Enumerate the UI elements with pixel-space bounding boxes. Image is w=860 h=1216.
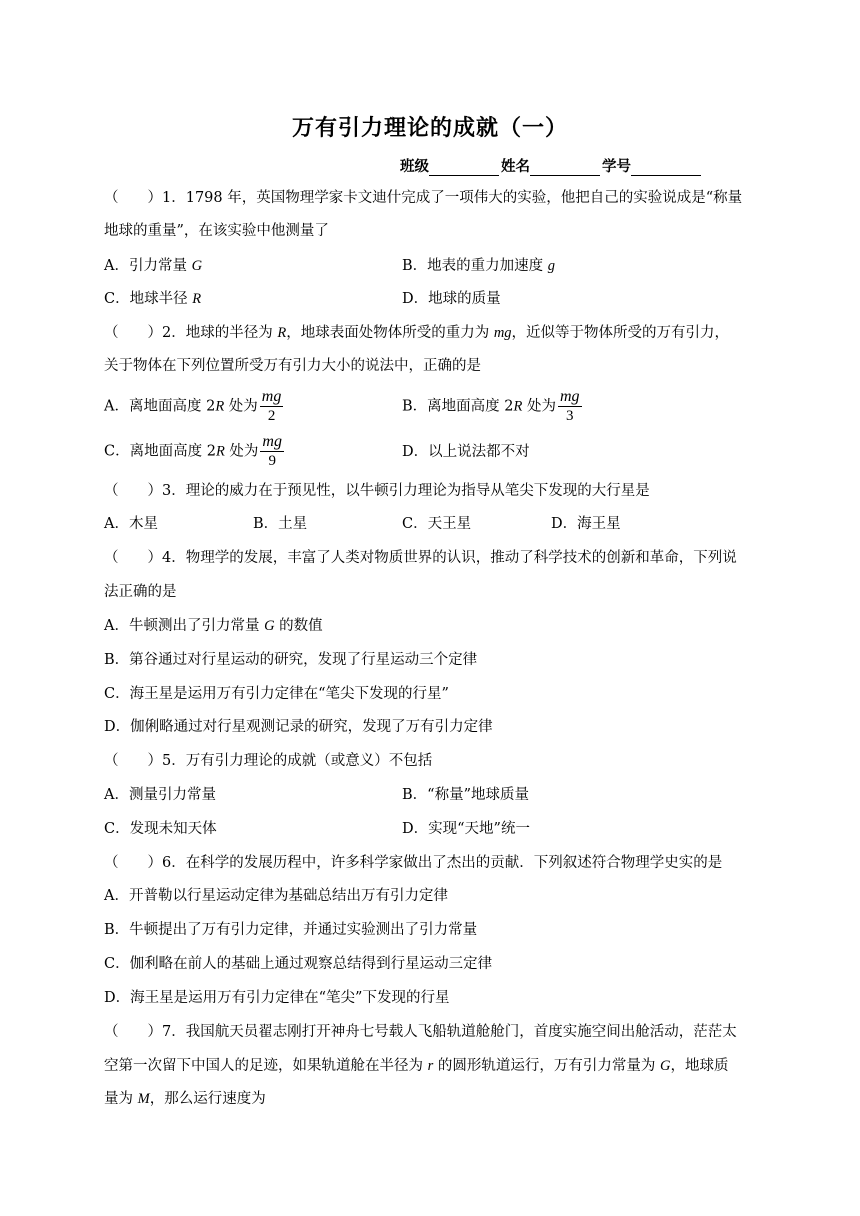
q5-stem-line1: （ ）5．万有引力理论的成就（或意义）不包括 xyxy=(104,753,433,769)
q7-stem-line3: 量为 M，那么运行速度为 xyxy=(104,1091,266,1107)
q4-option-b: B．第谷通过对行星运动的研究，发现了行星运动三个定律 xyxy=(104,652,478,668)
class-blank xyxy=(429,160,499,176)
q1-option-a: A．引力常量 G xyxy=(104,258,203,274)
q6-option-a: A．开普勒以行星运动定律为基础总结出万有引力定律 xyxy=(104,888,448,904)
q2-option-a: A．离地面高度 2R 处为 $\frac{mg}{2}$ xyxy=(104,388,282,424)
q5-option-c: C．发现未知天体 xyxy=(104,821,217,837)
q5-option-d: D．实现“天地”统一 xyxy=(402,821,530,837)
name-blank xyxy=(530,160,600,176)
q5-option-b: B．“称量”地球质量 xyxy=(402,787,529,803)
q6-stem-line1: （ ）6．在科学的发展历程中，许多科学家做出了杰出的贡献．下列叙述符合物理学史实的是 xyxy=(104,855,723,871)
q3-option-c: C．天王星 xyxy=(402,516,472,532)
q7-stem-line2: 空第一次留下中国人的足迹，如果轨道舱在半径为 r 的圆形轨道运行，万有引力常量为 G，地球质 xyxy=(104,1058,729,1074)
name-label: 姓名 xyxy=(501,158,530,175)
q2-b-fraction: $\frac{mg}{3}$ xyxy=(559,388,580,424)
q6-option-c: C．伽利略在前人的基础上通过观察总结得到行星运动三定律 xyxy=(104,956,493,972)
q4-stem-line2: 法正确的是 xyxy=(104,584,177,600)
q4-option-c: C．海王星是运用万有引力定律在“笔尖下发现的行星” xyxy=(104,686,449,702)
q1-option-d: D．地球的质量 xyxy=(402,291,501,307)
q3-stem-line1: （ ）3．理论的威力在于预见性，以牛顿引力理论为指导从笔尖下发现的大行星是 xyxy=(104,483,650,499)
q3-option-d: D．海王星 xyxy=(551,516,621,532)
class-label: 班级 xyxy=(400,158,429,175)
q2-c-fraction: $\frac{mg}{9}$ xyxy=(262,433,282,469)
q1-option-b: B．地表的重力加速度 g xyxy=(402,258,556,274)
q3-option-a: A．木星 xyxy=(104,516,158,532)
q7-stem-line1: （ ）7．我国航天员翟志刚打开神舟七号载人飞船轨道舱舱门，首度实施空间出舱活动，茫茫太 xyxy=(104,1024,737,1040)
q4-option-d: D．伽俐略通过对行星观测记录的研究，发现了万有引力定律 xyxy=(104,719,493,735)
page-title: 万有引力理论的成就（一） xyxy=(291,115,568,141)
q5-option-a: A．测量引力常量 xyxy=(104,787,216,803)
q1-stem-line2: 地球的重量”，在该实验中他测量了 xyxy=(104,223,329,239)
q3-option-b: B．土星 xyxy=(253,516,308,532)
q4-option-a: A．牛顿测出了引力常量 G 的数值 xyxy=(104,618,323,634)
q1-stem-line1: （ ）1．1798 年，英国物理学家卡文迪什完成了一项伟大的实验，他把自己的实验说成是“称量 xyxy=(104,190,743,206)
q1-option-c: C．地球半径 R xyxy=(104,291,202,307)
q2-option-b: B．离地面高度 2R 处为 $\frac{mg}{3}$ xyxy=(402,388,580,424)
number-blank xyxy=(631,160,701,176)
q6-option-d: D．海王星是运用万有引力定律在“笔尖”下发现的行星 xyxy=(104,990,450,1006)
q2-stem-line2: 关于物体在下列位置所受万有引力大小的说法中，正确的是 xyxy=(104,358,481,374)
q4-stem-line1: （ ）4．物理学的发展，丰富了人类对物质世界的认识，推动了科学技术的创新和革命，下列说 xyxy=(104,550,737,566)
q2-option-c: C．离地面高度 2R 处为 $\frac{mg}{9}$ xyxy=(104,433,282,469)
q2-a-fraction: $\frac{mg}{2}$ xyxy=(261,388,282,424)
number-label: 学号 xyxy=(602,158,631,175)
student-info xyxy=(400,155,703,176)
q2-stem-line1: （ ）2．地球的半径为 R，地球表面处物体所受的重力为 mg，近似等于物体所受的万有引力， xyxy=(104,325,730,341)
q2-option-d: D．以上说法都不对 xyxy=(402,444,530,460)
q6-option-b: B．牛顿提出了万有引力定律，并通过实验测出了引力常量 xyxy=(104,922,478,938)
